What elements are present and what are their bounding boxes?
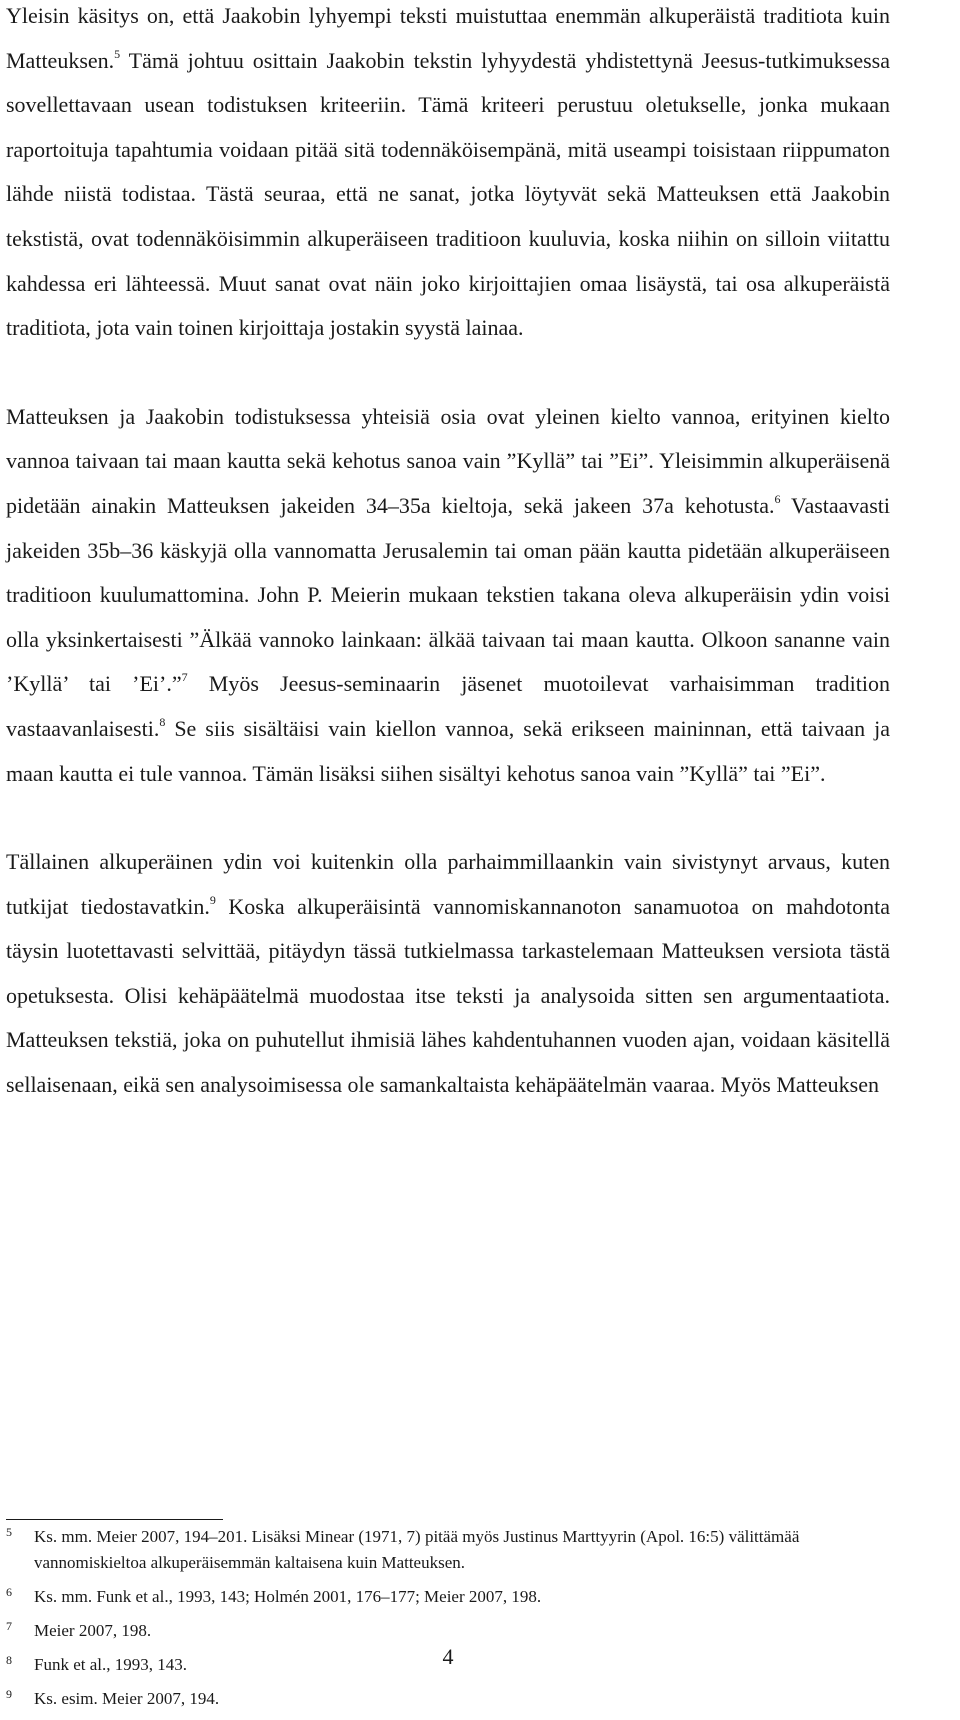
footnote-text: Ks. mm. Funk et al., 1993, 143; Holmén 2001, 176–177; Meier 2007, 198. [34, 1587, 542, 1606]
body-text [6, 0, 890, 1108]
text-run: Koska alkuperäisintä vannomiskannanoton sanamuotoa on mahdotonta täysin luotettavasti selvittää, pitäydyn tässä tutkielmassa tarkastelemaan Matteuksen versiota tästä opetuksesta. Olisi kehäpäätelmä muodostaa itse teksti ja analysoida sitten sen argumentaatiota. Matteuksen tekstiä, joka on puhutellut ihmisiä lähes kahdentuhannen vuoden ajan, voidaan käsitellä sellaisenaan, eikä sen analysoimisessa ole samankaltaista kehäpäätelmän vaaraa. Myös Matteuksen [6, 893, 891, 1098]
footnote-text: Meier 2007, 198. [34, 1621, 152, 1640]
paragraph [6, 395, 890, 796]
footnote-text: Funk et al., 1993, 143. [34, 1655, 187, 1674]
text-run: Tällainen alkuperäinen ydin voi kuitenkin olla parhaimmillaankin vain sivistynyt arvaus, kuten tutkijat tiedostavatkin. [6, 849, 890, 919]
footnote-number: 5 [6, 1525, 12, 1539]
text-run: Se siis sisältäisi vain kiellon vannoa, sekä erikseen maininnan, että taivaan ja maan kautta ei tule vannoa. Tämän lisäksi siihen sisältyi kehotus sanoa vain ”Kyllä” tai ”Ei”. [6, 715, 890, 786]
footnote-number: 7 [6, 1619, 12, 1633]
paragraph [6, 840, 890, 1108]
footnote [6, 1584, 890, 1610]
footnote-text: Ks. mm. Meier 2007, 194–201. Lisäksi Minear (1971, 7) pitää myös Justinus Marttyyrin (Apol. 16:5) välittämää vannomiskieltoa alkuperäisemmän kaltaisena kuin Matteuksen. [34, 1527, 800, 1572]
footnote-reference: 6 [774, 491, 781, 506]
footnote-reference: 5 [114, 46, 121, 61]
page-number: 4 [442, 1644, 454, 1669]
footnote [6, 1618, 890, 1644]
footnotes [6, 1524, 890, 1720]
footnote-number: 6 [6, 1585, 12, 1599]
footnote-text: Ks. esim. Meier 2007, 194. [34, 1689, 220, 1708]
paragraph [6, 0, 890, 351]
text-run: Vastaavasti jakeiden 35b–36 käskyjä olla vannomatta Jerusalemin tai oman pään kautta pidetään alkuperäiseen traditioon kuulumattomina. John P. Meierin mukaan tekstien takana oleva alkuperäisin ydin voisi olla yksinkertaisesti ”Älkää vannoko lainkaan: älkää taivaan tai maan kautta. Olkoon sananne vain ’Kyllä’ tai ’Ei’.” [6, 492, 890, 697]
footnote [6, 1524, 890, 1576]
footnote-number: 8 [6, 1653, 12, 1667]
footnote [6, 1686, 890, 1712]
footnote-separator [6, 1519, 223, 1520]
footnote-reference: 9 [209, 892, 216, 907]
text-run: Tämä johtuu osittain Jaakobin tekstin lyhyydestä yhdistettynä Jeesus-tutkimuksessa sovellettavaan usean todistuksen kriteeriin. Tämä kriteeri perustuu oletukselle, jonka mukaan raportoituja tapahtumia voidaan pitää sitä todennäköisempänä, mitä useampi toisistaan riippumaton lähde niistä todistaa. Tästä seuraa, että ne sanat, jotka löytyvät sekä Matteuksen että Jaakobin tekstistä, ovat todennäköisimmin alkuperäiseen traditioon kuuluvia, koska niihin on silloin viitattu kahdessa eri lähteessä. Muut sanat ovat näin joko kirjoittajien omaa lisäystä, tai osa alkuperäistä traditiota, jota vain toinen kirjoittaja jostakin syystä lainaa. [6, 47, 890, 341]
footnote-number: 9 [6, 1687, 12, 1701]
footnote-reference: 8 [159, 714, 166, 729]
footnote-reference: 7 [181, 670, 188, 685]
text-run: Myös Jeesus-seminaarin jäsenet muotoilevat varhaisimman tradition vastaavanlaisesti. [6, 671, 890, 741]
text-run: Matteuksen ja Jaakobin todistuksessa yhteisiä osia ovat yleinen kielto vannoa, erityinen kielto vannoa taivaan tai maan kautta sekä kehotus sanoa vain ”Kyllä” tai ”Ei”. Yleisimmin alkuperäisenä pidetään ainakin Matteuksen jakeiden 34–35a kieltoja, sekä jakeen 37a kehotusta. [6, 403, 890, 518]
text-run: Yleisin käsitys on, että Jaakobin lyhyempi teksti muistuttaa enemmän alkuperäistä traditiota kuin Matteuksen. [6, 3, 890, 73]
